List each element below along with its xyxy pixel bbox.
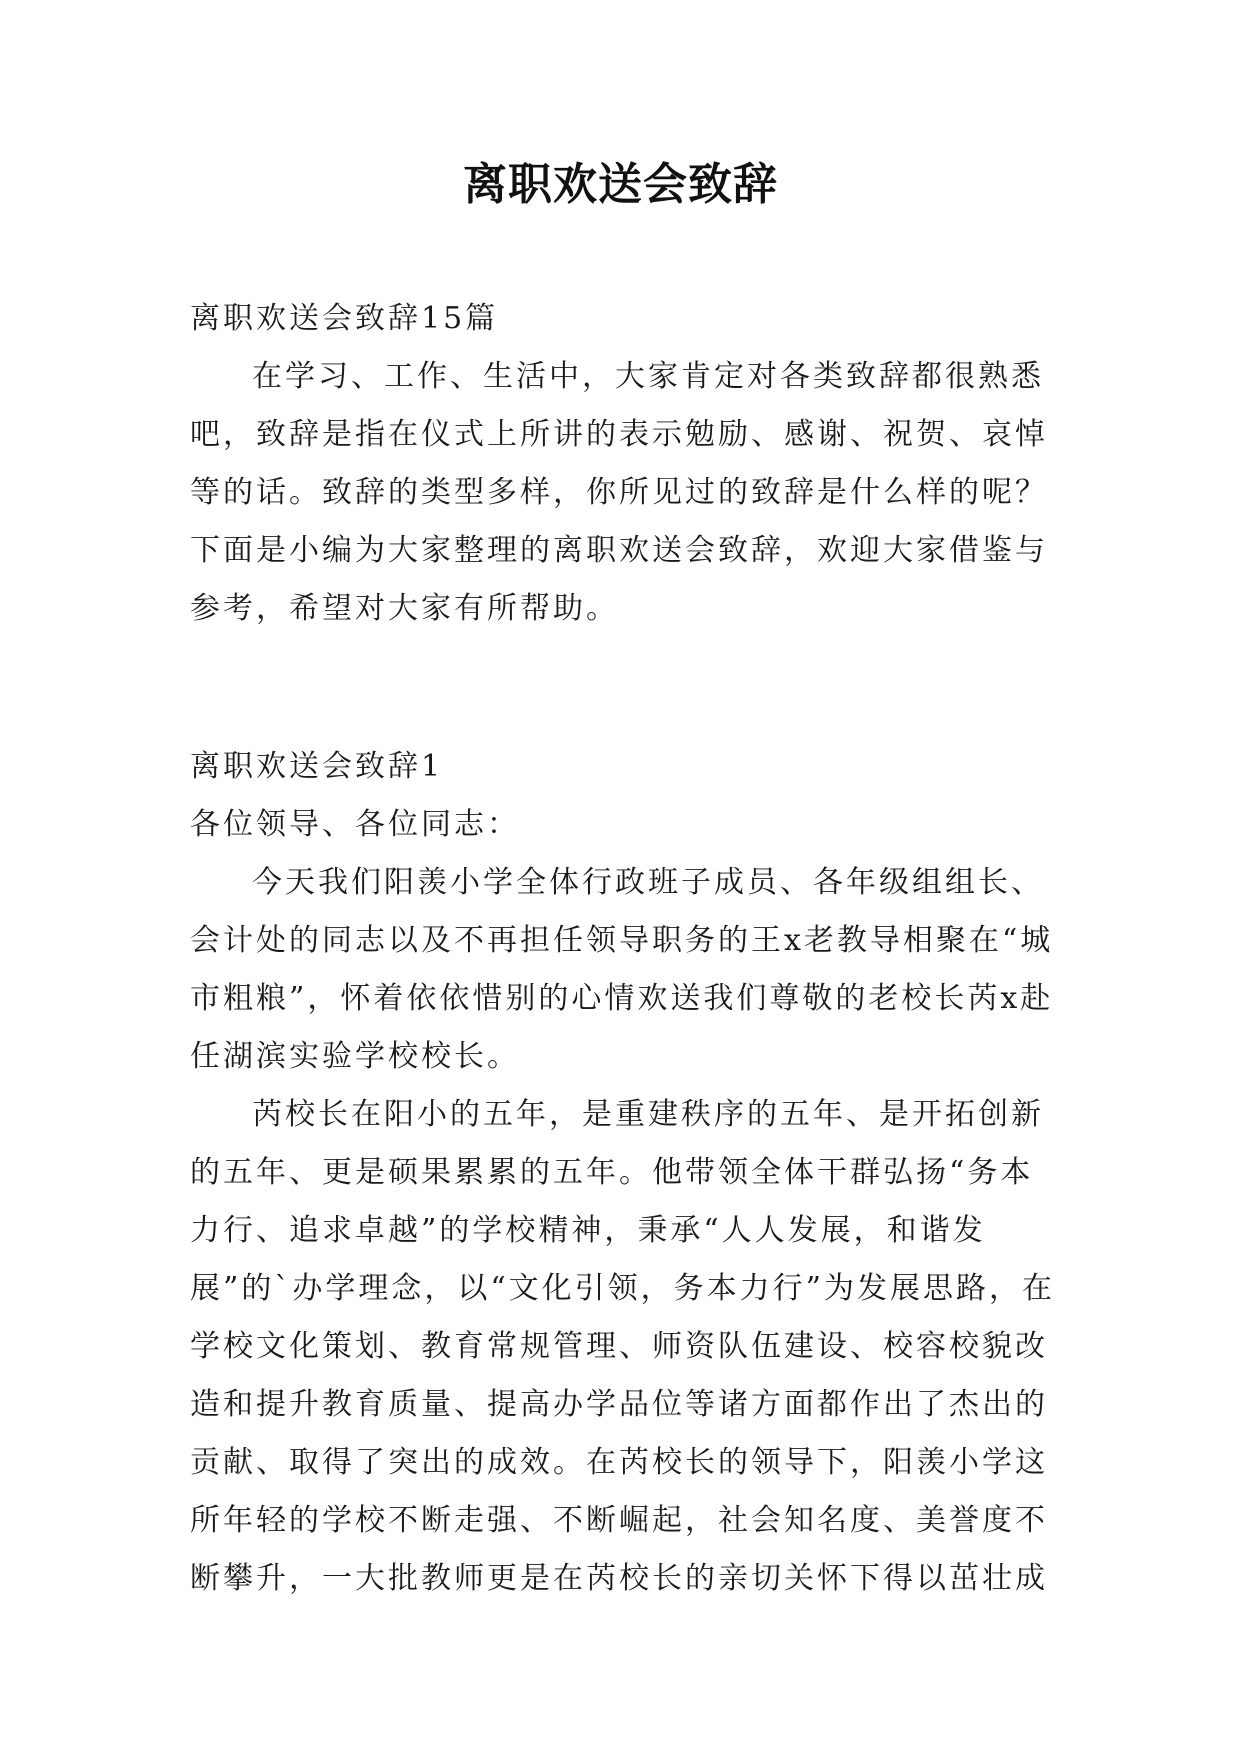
body-paragraph-2: 芮校长在阳小的五年，是重建秩序的五年、是开拓创新的五年、更是硕果累累的五年。他带领全体干群弘扬“务本力行、追求卓越”的学校精神，秉承“人人发展，和谐发展”的`办学理念，以“文化引领，务本力行”为发展思路，在学校文化策划、教育常规管理、师资队伍建设、校容校貌改造和提升教育质量、提高办学品位等诸方面都作出了杰出的贡献、取得了突出的成效。在芮校长的领导下，阳羡小学这所年轻的学校不断走强、不断崛起，社会知名度、美誉度不断攀升，一大批教师更是在芮校长的亲切关怀下得以茁壮成 [190,1097,1056,1596]
document-subtitle: 离职欢送会致辞15篇 [190,301,499,336]
salutation: 各位领导、各位同志： [190,807,520,842]
body-paragraph-1: 今天我们阳羡小学全体行政班子成员、各年级组组长、会计处的同志以及不再担任领导职务的王x老教导相聚在“城市粗粮”，怀着依依惜别的心情欢送我们尊敬的老校长芮x赴任湖滨实验学校校长。 [190,865,1054,1074]
section-heading: 离职欢送会致辞1 [190,749,444,784]
document-title: 离职欢送会致辞 [463,159,778,210]
intro-paragraph: 在学习、工作、生活中，大家肯定对各类致辞都很熟悉吧，致辞是指在仪式上所讲的表示勉励、感谢、祝贺、哀悼等的话。致辞的类型多样，你所见过的致辞是什么样的呢？下面是小编为大家整理的离职欢送会致辞，欢迎大家借鉴与参考，希望对大家有所帮助。 [190,359,1048,626]
section-spacer [190,638,1060,738]
document-body [190,290,1060,1608]
